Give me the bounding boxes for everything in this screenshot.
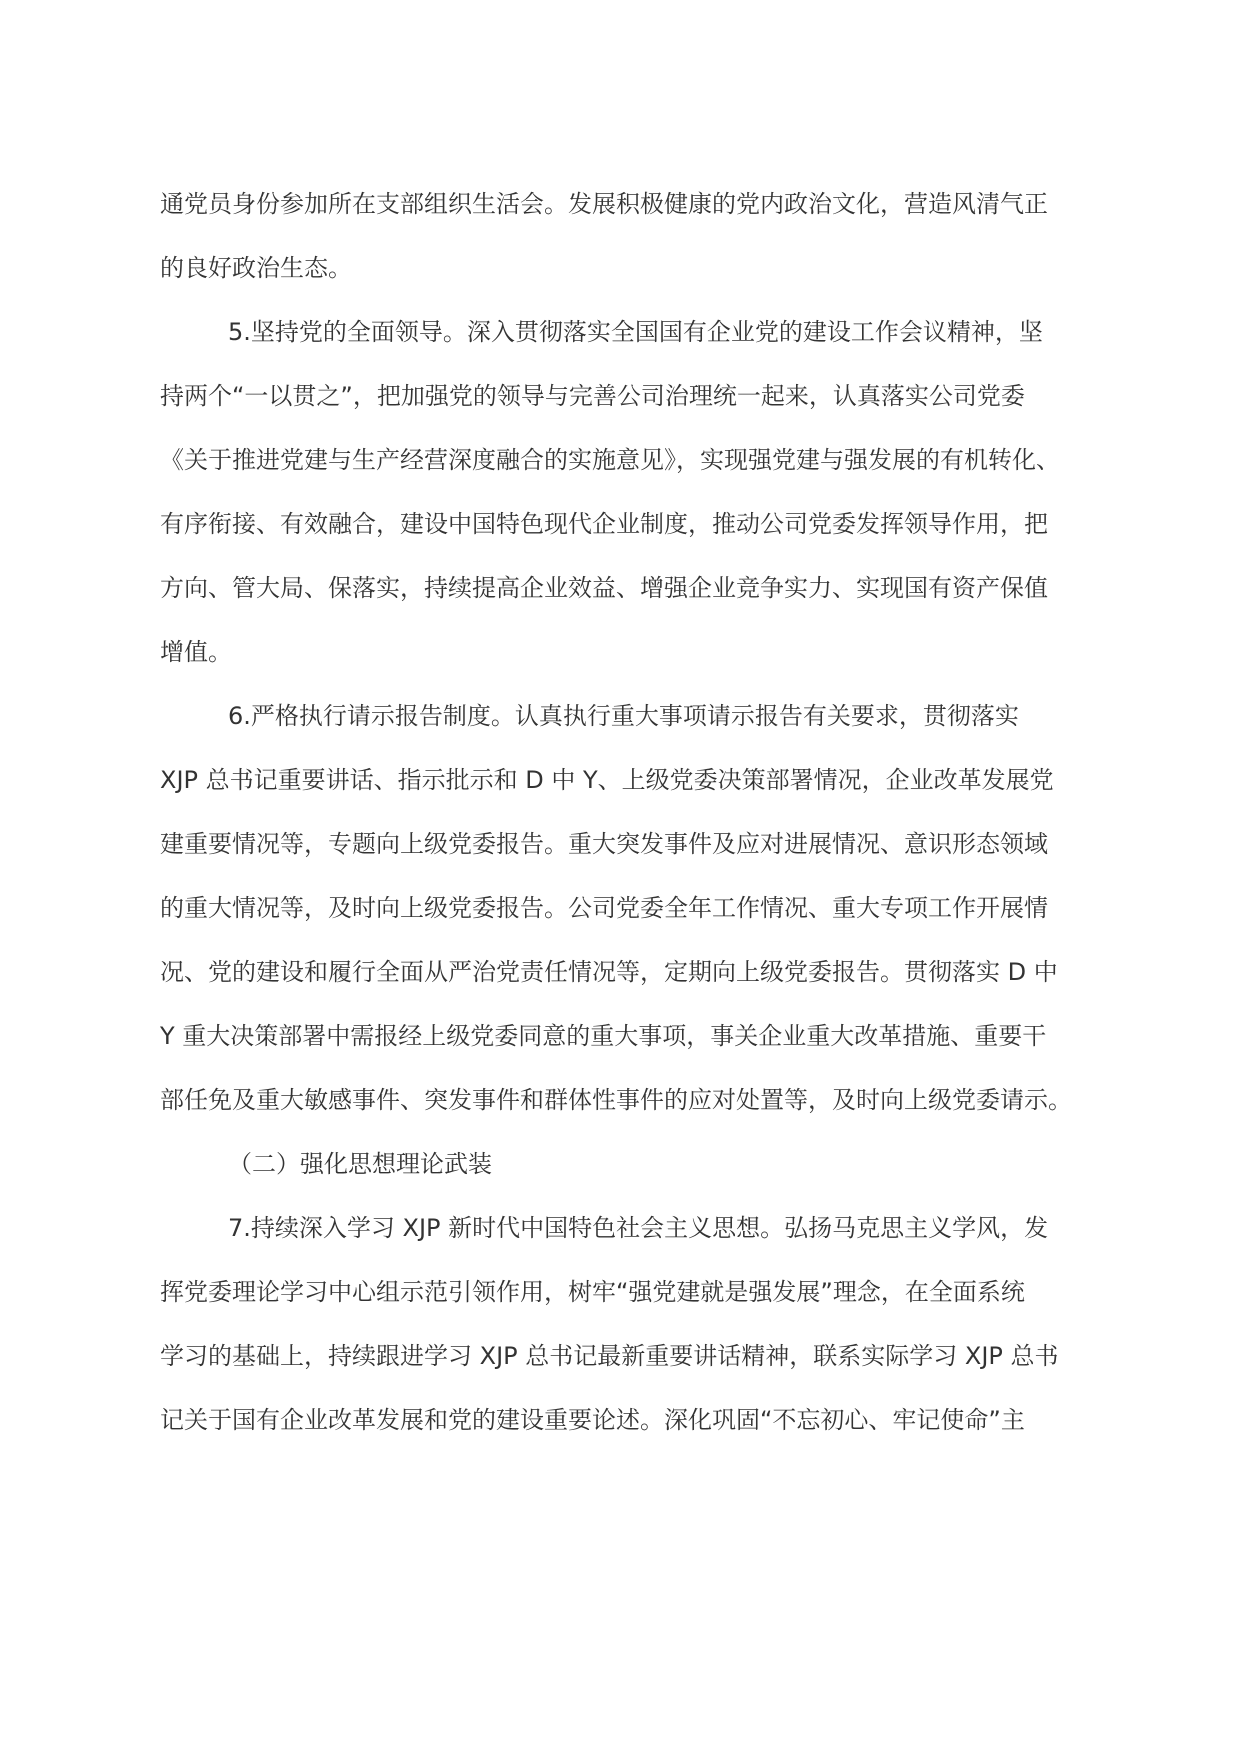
text-line: 的良好政治生态。 [160, 254, 352, 282]
text-line: 通党员身份参加所在支部组织生活会。发展积极健康的党内政治文化，营造风清气正 [160, 190, 1048, 218]
text-line: 部任免及重大敏感事件、突发事件和群体性事件的应对处置等，及时向上级党委请示。 [160, 1086, 1072, 1114]
text-line: 的重大情况等，及时向上级党委报告。公司党委全年工作情况、重大专项工作开展情 [160, 894, 1048, 922]
text-line: 建重要情况等，专题向上级党委报告。重大突发事件及应对进展情况、意识形态领域 [160, 830, 1048, 858]
paragraph-5-first-line: 5.坚持党的全面领导。深入贯彻落实全国国有企业党的建设工作会议精神，坚 [228, 318, 1043, 346]
paragraph-7-first-line: 7.持续深入学习 XJP 新时代中国特色社会主义思想。弘扬马克思主义学风，发 [228, 1214, 1049, 1242]
text-line: 学习的基础上，持续跟进学习 XJP 总书记最新重要讲话精神，联系实际学习 XJP 总书 [160, 1342, 1059, 1370]
text-line: 方向、管大局、保落实，持续提高企业效益、增强企业竞争实力、实现国有资产保值 [160, 574, 1048, 602]
text-line: XJP 总书记重要讲话、指示批示和 D 中 Y、上级党委决策部署情况，企业改革发展党 [160, 766, 1054, 794]
section-heading: （二）强化思想理论武装 [228, 1150, 492, 1178]
text-line: 挥党委理论学习中心组示范引领作用，树牢“强党建就是强发展”理念，在全面系统 [160, 1278, 1025, 1306]
text-line: 《关于推进党建与生产经营深度融合的实施意见》，实现强党建与强发展的有机转化、 [160, 446, 1060, 474]
text-line: 持两个“一以贯之”，把加强党的领导与完善公司治理统一起来，认真落实公司党委 [160, 382, 1025, 410]
text-line: 有序衔接、有效融合，建设中国特色现代企业制度，推动公司党委发挥领导作用，把 [160, 510, 1048, 538]
text-line: 况、党的建设和履行全面从严治党责任情况等，定期向上级党委报告。贯彻落实 D 中 [160, 958, 1058, 986]
document-body [160, 172, 1100, 1452]
text-line: Y 重大决策部署中需报经上级党委同意的重大事项，事关企业重大改革措施、重要干 [160, 1022, 1047, 1050]
paragraph-6-first-line: 6.严格执行请示报告制度。认真执行重大事项请示报告有关要求，贯彻落实 [228, 702, 1019, 730]
text-line: 增值。 [160, 638, 232, 666]
text-line: 记关于国有企业改革发展和党的建设重要论述。深化巩固“不忘初心、牢记使命”主 [160, 1406, 1025, 1434]
